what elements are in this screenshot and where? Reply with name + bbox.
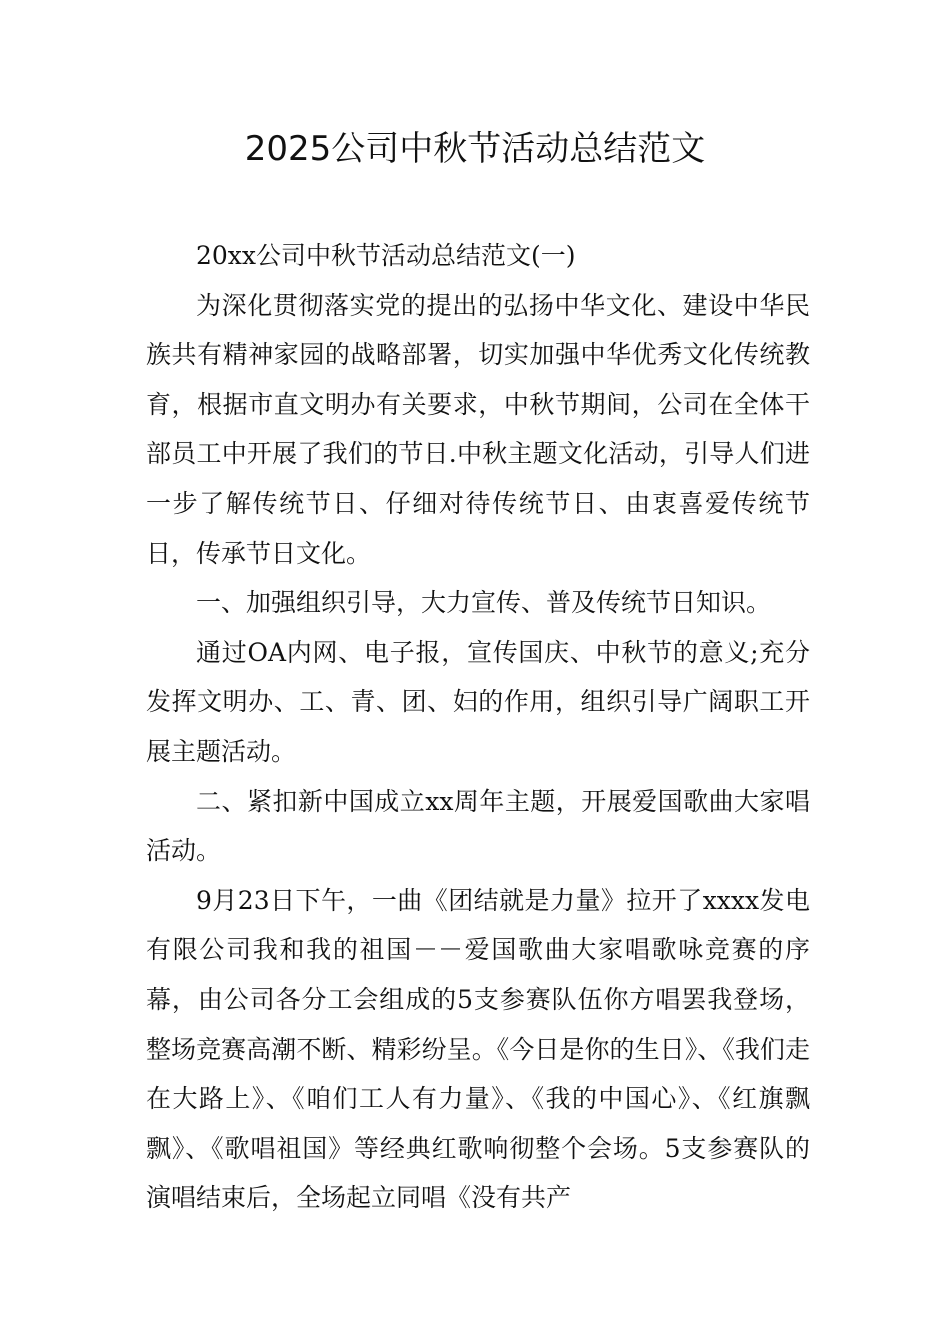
paragraph-section-1-body: 通过OA内网、电子报，宣传国庆、中秋节的意义;充分发挥文明办、工、青、团、妇的作用，组织引导广阔职工开展主题活动。 <box>146 637 810 766</box>
paragraph-section-2-body: 9月23日下午，一曲《团结就是力量》拉开了xxxx发电有限公司我和我的祖国－－爱国歌曲大家唱歌咏竞赛的序幕，由公司各分工会组成的5支参赛队伍你方唱罢我登场，整场竞赛高潮不断、精彩纷呈。《今日是你的生日》、《我们走在大路上》、《咱们工人有力量》、《我的中国心》、《红旗飘飘》、《歌唱祖国》等经典红歌响彻整个会场。5支参赛队的演唱结束后，全场起立同唱《没有共产 <box>146 885 810 1213</box>
document-body <box>146 231 810 1223</box>
document-title: 2025公司中秋节活动总结范文 <box>244 129 706 169</box>
paragraph-intro: 为深化贯彻落实党的提出的弘扬中华文化、建设中华民族共有精神家园的战略部署，切实加强中华优秀文化传统教育，根据市直文明办有关要求，中秋节期间，公司在全体干部员工中开展了我们的节日.中秋主题文化活动，引导人们进一步了解传统节日、仔细对待传统节日、由衷喜爱传统节日，传承节日文化。 <box>146 290 810 568</box>
paragraph-section-1-heading: 一、加强组织引导，大力宣传、普及传统节日知识。 <box>196 588 772 618</box>
paragraph-subtitle: 20xx公司中秋节活动总结范文(一) <box>196 241 576 270</box>
paragraph-section-2-heading: 二、紧扣新中国成立xx周年主题，开展爱国歌曲大家唱活动。 <box>146 786 810 866</box>
